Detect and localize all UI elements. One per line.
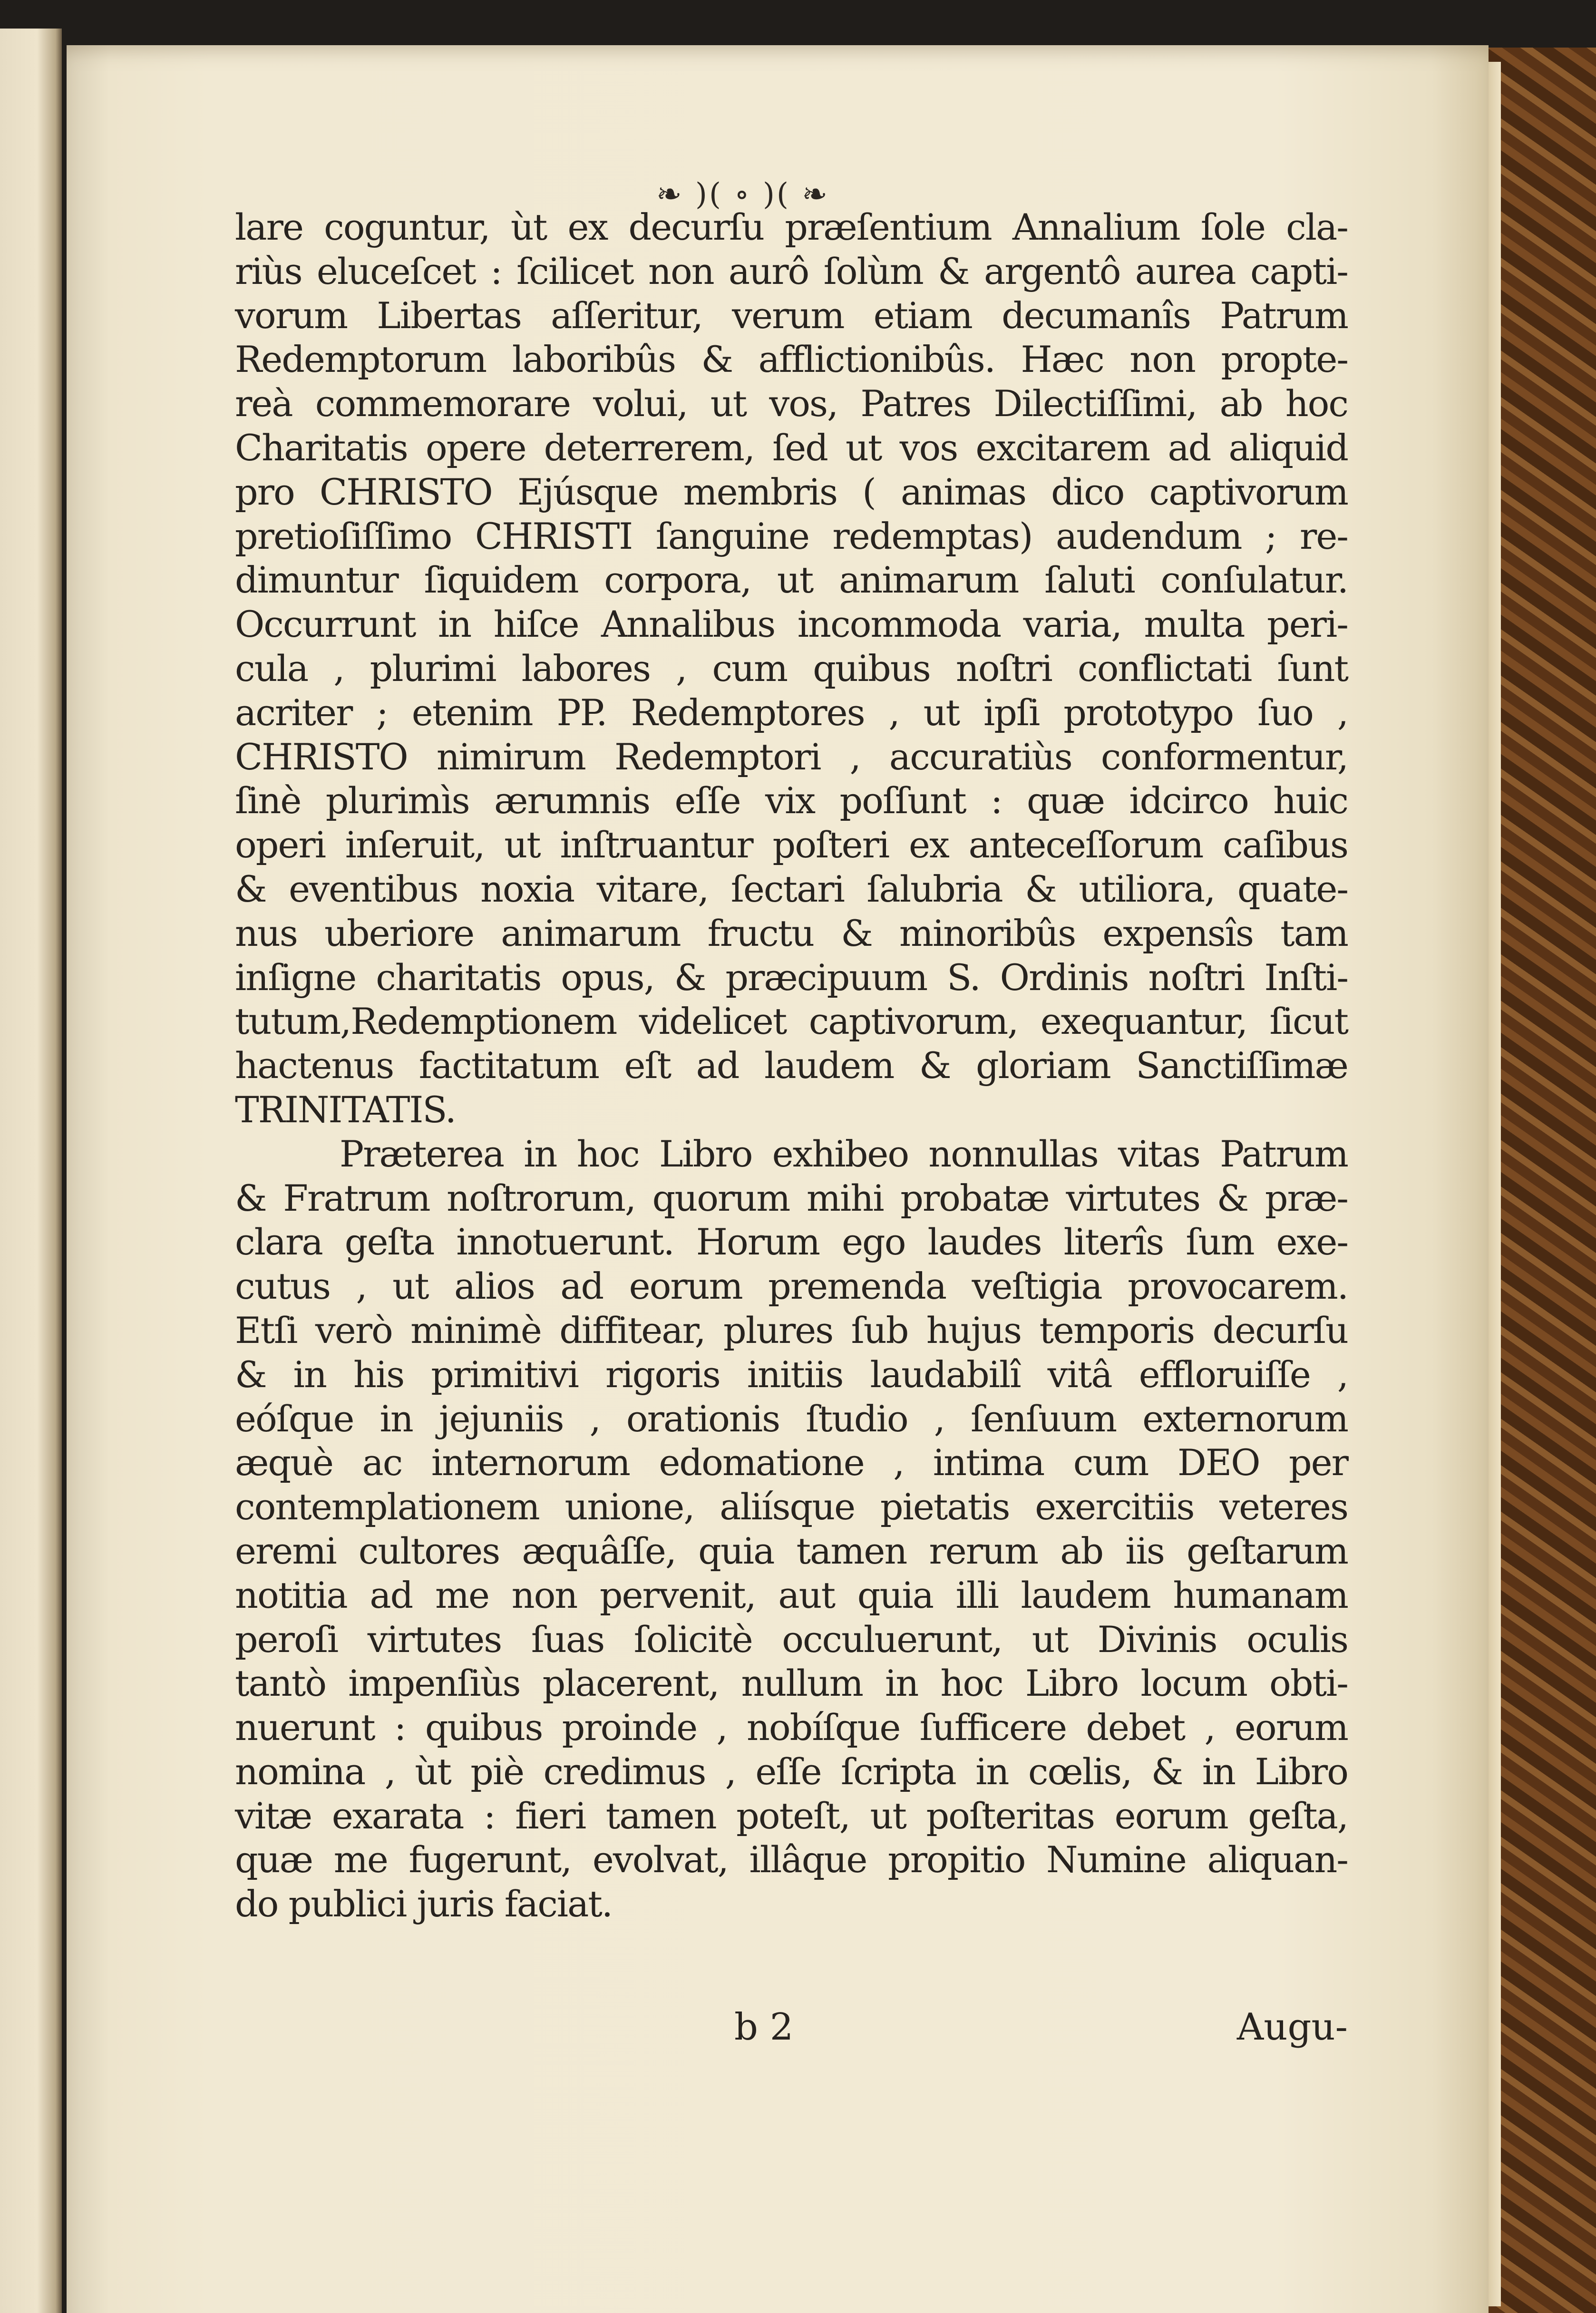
text-line: notitia ad me non pervenit, aut quia illi laudem humanam bbox=[235, 1574, 1348, 1616]
catchword: Augu- bbox=[1236, 2006, 1348, 2049]
text-line: inſigne charitatis opus, & præcipuum S. Ordinis noſtri Inſti- bbox=[235, 956, 1348, 999]
text-line: Præterea in hoc Libro exhibeo nonnullas vitas Patrum bbox=[340, 1132, 1348, 1175]
text-line: Redemptorum laboribûs & afflictionibûs. Hæc non propte- bbox=[235, 338, 1348, 381]
text-line: tutum,Redemptionem videlicet captivorum, exequantur, ſicut bbox=[235, 1000, 1348, 1043]
text-line: hactenus factitatum eſt ad laudem & gloriam Sanctiſſimæ bbox=[235, 1044, 1348, 1087]
text-line: nomina , ùt piè credimus , eſſe ſcripta in cœlis, & in Libro bbox=[235, 1750, 1348, 1793]
text-line: acriter ; etenim PP. Redemptores , ut ipſi prototypo ſuo , bbox=[235, 691, 1348, 734]
text-line: ſinè plurimìs ærumnis eſſe vix poſſunt : quæ idcirco huic bbox=[235, 779, 1348, 822]
body-text bbox=[235, 205, 1348, 1926]
page-footer bbox=[235, 2006, 1348, 2053]
text-line: riùs eluceſcet : ſcilicet non aurô ſolùm & argentô aurea capti- bbox=[235, 250, 1348, 292]
text-line: nuerunt : quibus proinde , nobíſque ſufficere debet , eorum bbox=[235, 1706, 1348, 1749]
text-line: TRINITATIS. bbox=[235, 1088, 456, 1131]
text-line: tantò impenſiùs placerent, nullum in hoc Libro locum obti- bbox=[235, 1662, 1348, 1705]
text-line: Etſi verò minimè diffitear, plures ſub hujus temporis decurſu bbox=[235, 1309, 1348, 1351]
text-line: cula , plurimi labores , cum quibus noſtri conflictati ſunt bbox=[235, 647, 1348, 690]
signature-mark: b 2 bbox=[734, 2006, 794, 2049]
text-line: contemplationem unione, aliísque pietatis exercitiis veteres bbox=[235, 1486, 1348, 1528]
text-line: lare coguntur, ùt ex decurſu præſentium Annalium ſole cla- bbox=[235, 206, 1348, 248]
text-line: eóſque in jejuniis , orationis ſtudio , ſenſuum externorum bbox=[235, 1397, 1348, 1440]
text-line: dimuntur ſiquidem corpora, ut animarum ſaluti conſulatur. bbox=[235, 559, 1348, 602]
text-line: vitæ exarata : fieri tamen poteſt, ut poſteritas eorum geſta, bbox=[235, 1794, 1348, 1837]
text-line: vorum Libertas aſſeritur, verum etiam decumanîs Patrum bbox=[235, 294, 1348, 337]
text-line: operi inſeruit, ut inſtruantur poſteri ex anteceſſorum caſibus bbox=[235, 824, 1348, 866]
facing-page-edge bbox=[0, 29, 62, 2313]
text-line: quæ me fugerunt, evolvat, illâque propitio Numine aliquan- bbox=[235, 1838, 1348, 1881]
text-line: & eventibus noxia vitare, ſectari ſalubria & utiliora, quate- bbox=[235, 867, 1348, 910]
ornament-text: ❧ )( ∘ )( ❧ bbox=[656, 177, 829, 212]
text-line: & in his primitivi rigoris initiis laudabilî vitâ effloruiſſe , bbox=[235, 1353, 1348, 1396]
text-line: æquè ac internorum edomatione , intima cum DEO per bbox=[235, 1441, 1348, 1484]
text-line: cutus , ut alios ad eorum premenda veſtigia provocarem. bbox=[235, 1265, 1348, 1308]
text-line: reà commemorare volui, ut vos, Patres Dilectiſſimi, ab hoc bbox=[235, 382, 1348, 425]
text-line: pretioſiſſimo CHRISTI ſanguine redemptas) audendum ; re- bbox=[235, 515, 1348, 557]
text-line: CHRISTO nimirum Redemptori , accuratiùs conformentur, bbox=[235, 735, 1348, 778]
text-line: eremi cultores æquâſſe, quia tamen rerum ab iis geſtarum bbox=[235, 1529, 1348, 1572]
text-line: do publici juris faciat. bbox=[235, 1883, 613, 1925]
text-line: & Fratrum noſtrorum, quorum mihi probatæ virtutes & præ- bbox=[235, 1176, 1348, 1219]
text-line: nus uberiore animarum fructu & minoribûs expensîs tam bbox=[235, 912, 1348, 954]
text-line: Occurrunt in hiſce Annalibus incommoda varia, multa peri- bbox=[235, 603, 1348, 646]
text-line: Charitatis opere deterrerem, ſed ut vos excitarem ad aliquid bbox=[235, 426, 1348, 469]
text-line: clara geſta innotuerunt. Horum ego laudes literîs ſum exe- bbox=[235, 1221, 1348, 1263]
text-line: pro CHRISTO Ejúsque membris ( animas dico captivorum bbox=[235, 470, 1348, 513]
text-line: peroſi virtutes ſuas ſolicitè occuluerunt, ut Divinis oculis bbox=[235, 1618, 1348, 1661]
